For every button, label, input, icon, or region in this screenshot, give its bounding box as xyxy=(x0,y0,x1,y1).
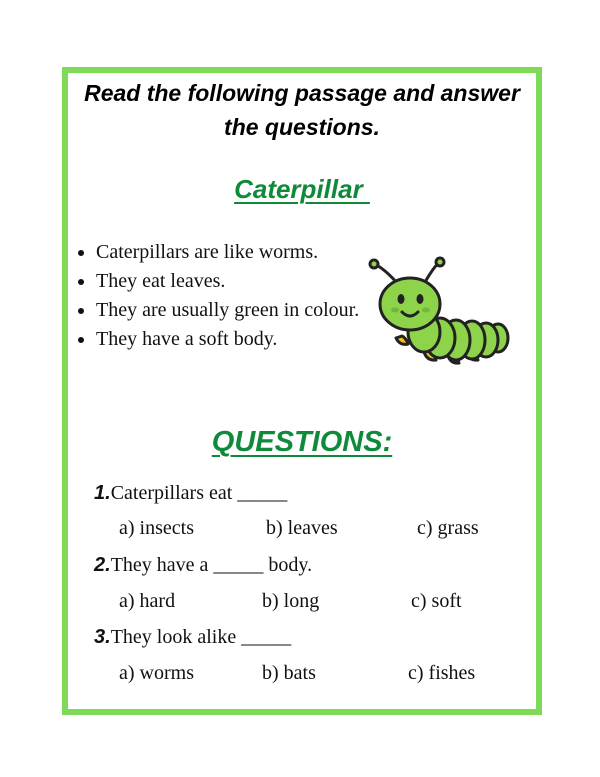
questions-heading xyxy=(62,424,542,460)
passage-title xyxy=(62,172,542,206)
question-number: 3. xyxy=(94,626,111,648)
instructions-line-2: the questions. xyxy=(224,114,380,140)
passage-title-text: Caterpillar xyxy=(234,174,370,204)
question-text: Caterpillars eat _____ xyxy=(110,482,288,504)
question-text: They have a _____ body. xyxy=(110,554,313,576)
option-3c: c) fishes xyxy=(408,662,476,684)
option-2a: a) hard xyxy=(119,590,176,612)
question-text: They look alike _____ xyxy=(110,626,292,648)
passage-item: They eat leaves. xyxy=(74,267,374,296)
question-1 xyxy=(94,479,287,507)
passage-list xyxy=(74,238,374,354)
passage-item: They are usually green in colour. xyxy=(74,296,374,325)
instructions xyxy=(62,76,542,144)
option-1b: b) leaves xyxy=(266,517,338,539)
passage-item: Caterpillars are like worms. xyxy=(74,238,374,267)
option-2c: c) soft xyxy=(411,590,462,612)
question-2 xyxy=(94,551,312,579)
option-3b: b) bats xyxy=(262,662,316,684)
questions-heading-text: QUESTIONS: xyxy=(211,426,393,458)
worksheet-border xyxy=(62,67,542,715)
caterpillar-icon xyxy=(368,250,513,375)
question-3 xyxy=(94,623,291,651)
question-number: 1. xyxy=(94,482,111,504)
option-3a: a) worms xyxy=(119,662,194,684)
option-1a: a) insects xyxy=(119,517,194,539)
option-1c: c) grass xyxy=(417,517,479,539)
option-2b: b) long xyxy=(262,590,320,612)
passage-item: They have a soft body. xyxy=(74,325,374,354)
question-number: 2. xyxy=(94,554,111,576)
instructions-line-1: Read the following passage and answer xyxy=(84,80,520,106)
